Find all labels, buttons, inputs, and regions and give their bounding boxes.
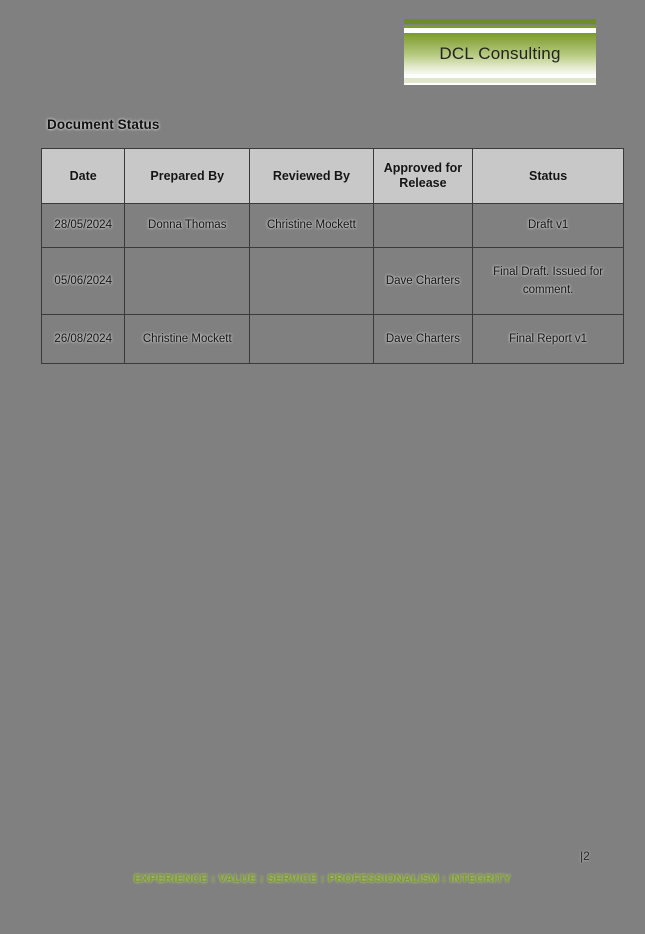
company-logo: [404, 19, 596, 85]
page-title: Document Status: [47, 117, 160, 132]
cell-status: Final Draft. Issued for comment.: [473, 248, 624, 315]
table-row: [42, 204, 624, 248]
logo-gradient-panel: [404, 33, 596, 74]
cell-status: Draft v1: [473, 204, 624, 248]
cell-approved-for-release: Dave Charters: [373, 315, 473, 364]
cell-date: 05/06/2024: [42, 248, 125, 315]
cell-reviewed-by: [250, 248, 374, 315]
cell-reviewed-by: Christine Mockett: [250, 204, 374, 248]
cell-status: Final Report v1: [473, 315, 624, 364]
cell-prepared-by: Donna Thomas: [125, 204, 250, 248]
table-row: [42, 248, 624, 315]
cell-approved-for-release: Dave Charters: [373, 248, 473, 315]
cell-reviewed-by: [250, 315, 374, 364]
column-header-reviewed-by: Reviewed By: [250, 149, 374, 204]
table-header-row: [42, 149, 624, 204]
column-header-status: Status: [473, 149, 624, 204]
page-number: |2: [580, 849, 590, 863]
column-header-prepared-by: Prepared By: [125, 149, 250, 204]
cell-date: 26/08/2024: [42, 315, 125, 364]
column-header-approved-for-release: Approved for Release: [373, 149, 473, 204]
cell-date: 28/05/2024: [42, 204, 125, 248]
table-row: [42, 315, 624, 364]
logo-top-stripe: [404, 19, 596, 24]
cell-prepared-by: [125, 248, 250, 315]
logo-bottom-stripe-2: [404, 83, 596, 85]
document-status-table: [41, 148, 624, 364]
cell-prepared-by: Christine Mockett: [125, 315, 250, 364]
column-header-date: Date: [42, 149, 125, 204]
footer-tagline: EXPERIENCE : VALUE : SERVICE : PROFESSIONALISM : INTEGRITY: [134, 873, 511, 885]
logo-text: DCL Consulting: [439, 43, 561, 63]
cell-approved-for-release: [373, 204, 473, 248]
